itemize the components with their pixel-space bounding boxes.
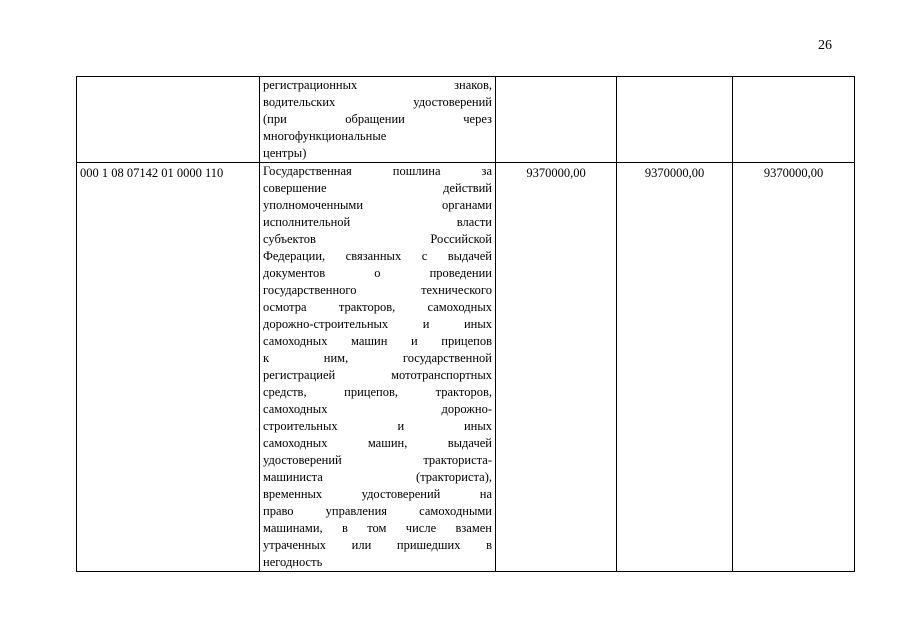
income-name-line: строительных и иных bbox=[263, 419, 492, 433]
income-name-line: регистрацией мототранспортных bbox=[263, 368, 492, 382]
income-name-line: временных удостоверений на bbox=[263, 487, 492, 501]
income-name-line: документов о проведении bbox=[263, 266, 492, 280]
amount-cell-3: 9370000,00 bbox=[733, 163, 855, 572]
income-name-line: субъектов Российской bbox=[263, 232, 492, 246]
income-name-line: центры) bbox=[263, 146, 307, 160]
income-name-cell bbox=[260, 77, 496, 163]
income-name-line: уполномоченными органами bbox=[263, 198, 492, 212]
amount-cell-3 bbox=[733, 77, 855, 163]
income-name-line: самоходных машин и прицепов bbox=[263, 334, 492, 348]
table-row bbox=[77, 77, 855, 163]
amount-cell-1: 9370000,00 bbox=[496, 163, 617, 572]
income-name-line: регистрационных знаков, bbox=[263, 78, 492, 92]
income-name-line: государственного технического bbox=[263, 283, 492, 297]
income-name-line: осмотра тракторов, самоходных bbox=[263, 300, 492, 314]
income-name-line: удостоверений тракториста- bbox=[263, 453, 492, 467]
income-name-line: право управления самоходными bbox=[263, 504, 492, 518]
income-name-line: Федерации, связанных с выдачей bbox=[263, 249, 492, 263]
income-name-line: машиниста (тракториста), bbox=[263, 470, 492, 484]
amount-cell-2 bbox=[617, 77, 733, 163]
income-name-line: самоходных машин, выдачей bbox=[263, 436, 492, 450]
income-name-cell bbox=[260, 163, 496, 572]
income-name-line: машинами, в том числе взамен bbox=[263, 521, 492, 535]
income-name-line: совершение действий bbox=[263, 181, 492, 195]
income-name-line: водительских удостоверений bbox=[263, 95, 492, 109]
income-name-line: исполнительной власти bbox=[263, 215, 492, 229]
income-name-line: средств, прицепов, тракторов, bbox=[263, 385, 492, 399]
budget-table bbox=[76, 76, 855, 572]
income-name-line: дорожно-строительных и иных bbox=[263, 317, 492, 331]
income-name-line: Государственная пошлина за bbox=[263, 164, 492, 178]
income-name-line: самоходных дорожно- bbox=[263, 402, 492, 416]
page-number: 26 bbox=[818, 38, 832, 53]
amount-cell-2: 9370000,00 bbox=[617, 163, 733, 572]
income-code-cell bbox=[77, 77, 260, 163]
income-name-line: негодность bbox=[263, 555, 323, 569]
income-name-line: к ним, государственной bbox=[263, 351, 492, 365]
income-name-line: многофункциональные bbox=[263, 129, 387, 143]
income-name-line: (при обращении через bbox=[263, 112, 492, 126]
amount-cell-1 bbox=[496, 77, 617, 163]
table-row bbox=[77, 163, 855, 572]
income-code-cell: 000 1 08 07142 01 0000 110 bbox=[77, 163, 260, 572]
income-name-line: утраченных или пришедших в bbox=[263, 538, 492, 552]
